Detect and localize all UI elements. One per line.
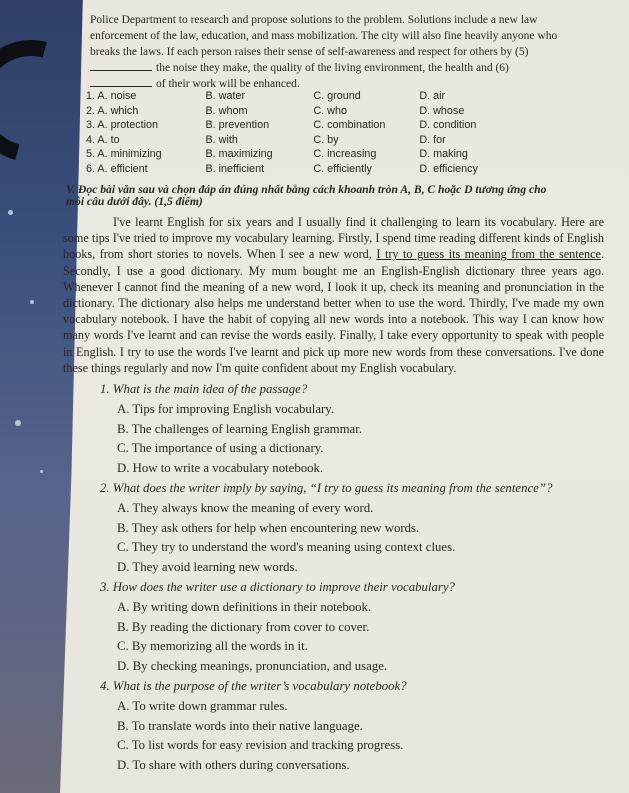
option-b: B. inefficient	[205, 162, 265, 175]
passage-text: . Secondly, I use a good dictionary. My mum bought me an English-English dictionary three years ago. Whenever I cannot find the meaning of a new word, I look it up, check its meaning and pronunciation in the dictionary. The dictionary also helps me understand better when to use the word. Thirdly, I've made my own vocabulary notebook. I have the habit of copying all new words into a notebook. This way I can know how many words I've learnt and can revise the words easily. Finally, I take every opportunity to speak with people in English. I try to use the words I've learnt and pick up more new words from these conversations. I've done these things regularly and now I'm quite confident about my English vocabulary.	[63, 247, 604, 375]
option-a: 2. A. which	[86, 104, 139, 117]
option-c: C. ground	[313, 90, 361, 102]
option-c: C. increasing	[313, 148, 377, 160]
intro-line: breaks the laws. If each person raises their sense of self-awareness and respect for others by (5)	[90, 46, 529, 58]
intro-line: the noise they make, the quality of the living environment, the health and (6)	[156, 62, 509, 74]
intro-line: of their work will be enhanced.	[156, 78, 300, 90]
question-text: 1. What is the main idea of the passage?	[100, 382, 308, 396]
option-a: 4. A. to	[86, 133, 120, 146]
answer-choice[interactable]: D. They avoid learning new words.	[117, 560, 298, 575]
section-heading	[66, 184, 606, 208]
option-d: D. condition	[419, 119, 477, 131]
option-a: 6. A. efficient	[86, 162, 148, 175]
options-row	[86, 133, 506, 148]
passage-underlined-sentence: I try to guess its meaning from the sentence	[376, 247, 601, 262]
question-text: 3. How does the writer use a dictionary to improve their vocabulary?	[100, 579, 455, 594]
options-row	[86, 147, 506, 162]
answer-choice[interactable]: C. By memorizing all the words in it.	[117, 639, 308, 654]
answer-choice[interactable]: A. Tips for improving English vocabulary.	[117, 401, 335, 416]
answer-options-table	[86, 89, 506, 176]
question-list	[100, 380, 600, 776]
option-d: D. for	[419, 133, 446, 146]
option-d: D. efficiency	[419, 162, 478, 175]
option-a: 1. A. noise	[86, 90, 137, 102]
answer-choice[interactable]: A. By writing down definitions in their notebook.	[117, 599, 372, 614]
options-row	[86, 104, 506, 119]
options-row	[86, 89, 506, 104]
intro-line: enforcement of the law, education, and mass mobilization. The city will also fine heavily anyone who	[90, 30, 558, 42]
option-d: D. air	[419, 90, 446, 102]
option-d: D. making	[419, 148, 468, 160]
option-a: 3. A. protection	[86, 119, 159, 131]
intro-line: Police Department to research and propose solutions to the problem. Solutions include a new law	[90, 14, 538, 26]
option-b: B. whom	[205, 104, 248, 117]
blank-6	[90, 86, 152, 87]
reading-passage	[63, 214, 604, 376]
intro-paragraph	[90, 12, 602, 92]
question-block	[100, 677, 600, 776]
option-a: 5. A. minimizing	[86, 148, 162, 160]
answer-choice[interactable]: C. To list words for easy revision and tracking progress.	[117, 738, 404, 753]
option-b: B. prevention	[205, 119, 270, 131]
option-c: C. combination	[313, 119, 386, 131]
options-row	[86, 162, 506, 177]
answer-choice[interactable]: D. How to write a vocabulary notebook.	[117, 461, 324, 476]
answer-choice[interactable]: A. They always know the meaning of every word.	[117, 500, 374, 515]
background-light-dot	[30, 300, 34, 304]
option-d: D. whose	[419, 104, 465, 117]
answer-choice[interactable]: B. They ask others for help when encountering new words.	[117, 520, 420, 535]
option-c: C. who	[313, 104, 347, 117]
answer-choice[interactable]: B. To translate words into their native language.	[117, 718, 363, 733]
answer-choice[interactable]: D. By checking meanings, pronunciation, and usage.	[117, 659, 388, 674]
option-c: C. by	[313, 133, 339, 146]
answer-choice[interactable]: B. By reading the dictionary from cover to cover.	[117, 619, 370, 634]
question-text: 4. What is the purpose of the writer’s vocabulary notebook?	[100, 678, 407, 693]
options-row	[86, 118, 506, 133]
background-light-dot	[40, 470, 43, 473]
question-text: 2. What does the writer imply by saying, “I try to guess its meaning from the sentence”?	[100, 480, 553, 495]
option-b: B. water	[205, 90, 246, 102]
blank-5	[90, 70, 152, 71]
option-b: B. with	[205, 133, 238, 146]
answer-choice[interactable]: C. They try to understand the word's meaning using context clues.	[117, 540, 456, 555]
section-heading-line: mỗi câu dưới đây. (1,5 điểm)	[66, 195, 203, 208]
answer-choice[interactable]: D. To share with others during conversations.	[117, 758, 350, 773]
background-light-dot	[15, 420, 21, 426]
question-block	[100, 479, 600, 578]
answer-choice[interactable]: B. The challenges of learning English grammar.	[117, 421, 362, 436]
answer-choice[interactable]: C. The importance of using a dictionary.	[117, 441, 324, 456]
question-block	[100, 380, 600, 479]
passage-text: I've learnt English for six years and I usually find it challenging to learn its vocabulary. Here are some tips I've tried to improve my vocabulary learning. Firstly, I spend time reading different kinds of English books, from short stories to novels. When I see a new word,	[63, 215, 604, 262]
section-heading-line: V. Đọc bài văn sau và chọn đáp án đúng nhất bằng cách khoanh tròn A, B, C hoặc D tương ứng cho	[66, 183, 547, 196]
question-block	[100, 578, 600, 677]
background-light-dot	[8, 210, 13, 215]
option-b: B. maximizing	[205, 148, 273, 160]
answer-choice[interactable]: A. To write down grammar rules.	[117, 698, 288, 713]
option-c: C. efficiently	[313, 162, 372, 175]
